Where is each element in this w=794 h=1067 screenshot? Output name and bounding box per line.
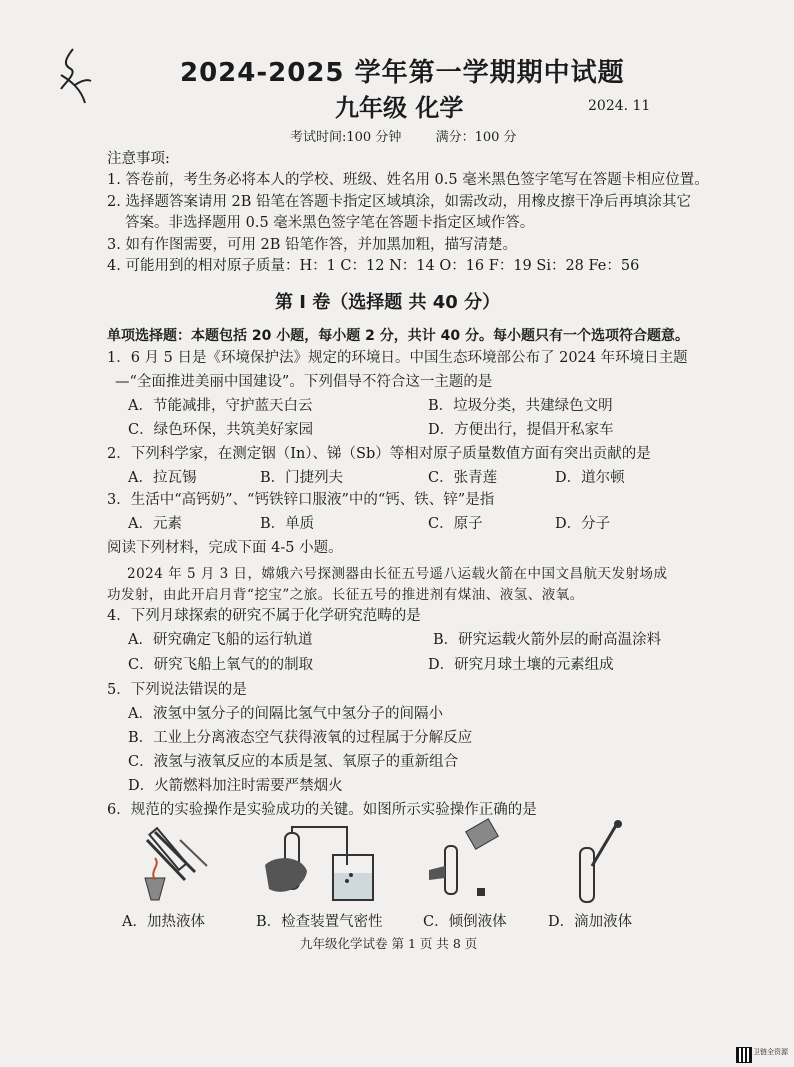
dropping-liquid-figure: [570, 818, 630, 908]
question-stem: 2．下列科学家，在测定铟（In）、锑（Sb）等相对原子质量数值方面有突出贡献的是: [107, 446, 651, 462]
note-item: 1. 答卷前，考生务必将本人的学校、班级、姓名用 0.5 毫米黑色签字笔写在答题卡相应位置。: [107, 172, 709, 188]
option: B．单质: [260, 516, 315, 532]
question-stem: 4．下列月球探索的研究不属于化学研究范畴的是: [107, 608, 421, 624]
option: D．研究月球土壤的元素组成: [428, 657, 614, 673]
exam-subtitle: 九年级 化学: [335, 94, 464, 122]
option: D．方便出行，提倡开私家车: [428, 422, 614, 438]
handwritten-mark: [55, 45, 95, 115]
exam-date: 2024. 11: [588, 98, 651, 114]
option: C．研究飞船上氧气的的制取: [128, 657, 314, 673]
option: D．分子: [555, 516, 611, 532]
option: D．道尔顿: [555, 470, 625, 486]
instruction: 单项选择题：本题包括 20 小题，每小题 2 分，共计 40 分。每小题只有一个选项符合题意。: [107, 328, 689, 344]
option: A．节能减排，守护蓝天白云: [128, 398, 313, 414]
option: B．研究运载火箭外层的耐高温涂料: [433, 632, 662, 648]
note-item: 4. 可能用到的相对原子质量：H：1 C：12 N：14 O：16 F：19 Si：28 Fe：56: [107, 258, 640, 274]
option: C．液氢与液氧反应的本质是氢、氧原子的重新组合: [128, 754, 459, 770]
full-score: 满分：100 分: [435, 130, 517, 145]
question-stem: 1．6 月 5 日是《环境保护法》规定的环境日。中国生态环境部公布了 2024 年环境日主题: [107, 350, 688, 366]
exam-time: 考试时间:100 分钟: [290, 130, 402, 145]
question-stem: —“全面推进美丽中国建设”。下列倡导不符合这一主题的是: [115, 374, 493, 390]
section-title: 第 I 卷（选择题 共 40 分）: [275, 292, 501, 313]
figure-caption: D．滴加液体: [548, 914, 633, 930]
reading-intro: 阅读下列材料，完成下面 4-5 小题。: [107, 540, 343, 556]
exam-info: [290, 126, 517, 145]
page-footer: 九年级化学试卷 第 1 页 共 8 页: [300, 936, 478, 951]
airtightness-figure: [255, 825, 385, 910]
option: C．原子: [428, 516, 483, 532]
note-item: 答案。非选择题用 0.5 毫米黑色签字笔在答题卡指定区域作答。: [125, 215, 535, 231]
option: C．张青莲: [428, 470, 498, 486]
option: A．液氢中氢分子的间隔比氢气中氢分子的间隔小: [128, 706, 443, 722]
option: C．绿色环保，共筑美好家园: [128, 422, 314, 438]
figure-caption: B．检查装置气密性: [256, 914, 383, 930]
exam-title: 2024-2025 学年第一学期期中试题: [180, 58, 625, 88]
question-stem: 5．下列说法错误的是: [107, 682, 247, 698]
question-stem: 3．生活中“高钙奶”、“钙铁锌口服液”中的“钙、铁、锌”是指: [107, 492, 495, 508]
notes-heading: 注意事项:: [107, 151, 170, 167]
option: D．火箭燃料加注时需要严禁烟火: [128, 778, 343, 794]
option: A．拉瓦锡: [128, 470, 197, 486]
pouring-liquid-figure: [425, 818, 505, 903]
passage-line: 功发射，由此开启月背“挖宝”之旅。长征五号的推进剂有煤油、液氢、液氧。: [107, 587, 584, 603]
heating-liquid-figure: [125, 818, 215, 908]
passage-line: 2024 年 5 月 3 日，嫦娥六号探测器由长征五号遥八运载火箭在中国文昌航天发射场成: [127, 566, 668, 582]
option: A．元素: [128, 516, 182, 532]
note-item: 3. 如有作图需要，可用 2B 铅笔作答，并加黑加粗，描写清楚。: [107, 237, 518, 253]
figure-caption: C．倾倒液体: [423, 914, 507, 930]
option: B．门捷列夫: [260, 470, 344, 486]
note-item: 2. 选择题答案请用 2B 铅笔在答题卡指定区域填涂，如需改动，用橡皮擦干净后再填涂其它: [107, 194, 692, 210]
question-stem: 6．规范的实验操作是实验成功的关键。如图所示实验操作正确的是: [107, 802, 537, 818]
option: A．研究确定飞船的运行轨道: [128, 632, 313, 648]
option: B．工业上分离液态空气获得液氧的过程属于分解反应: [128, 730, 473, 746]
figure-caption: A．加热液体: [122, 914, 205, 930]
watermark-brand: 卫链全资源: [753, 1048, 788, 1056]
option: B．垃圾分类，共建绿色文明: [428, 398, 613, 414]
qr-code-icon: [736, 1047, 752, 1063]
